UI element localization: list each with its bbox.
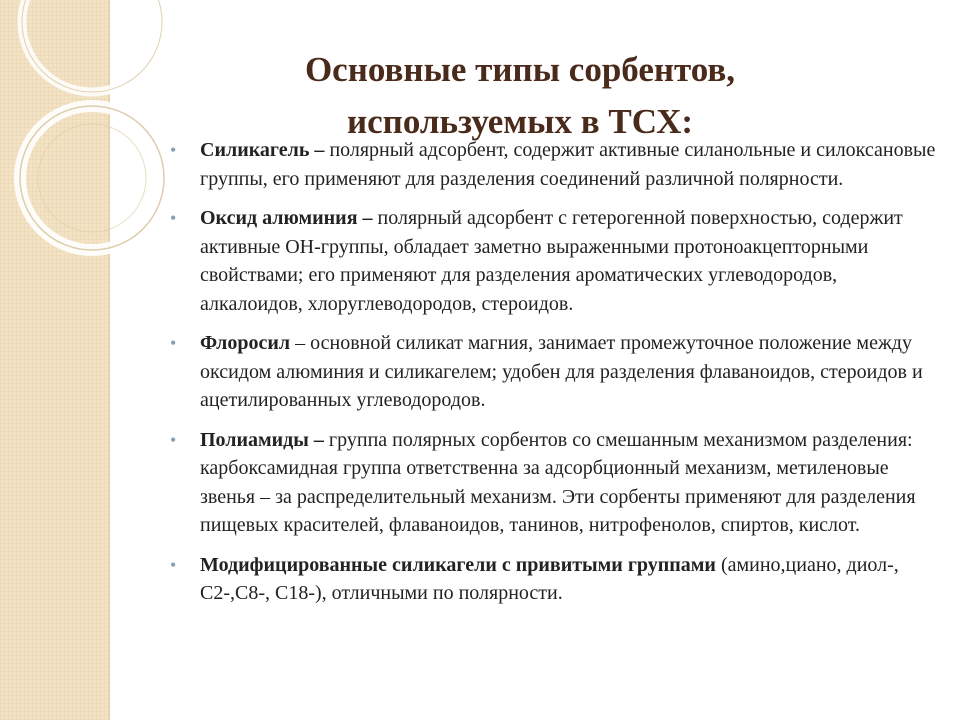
description: – основной силикат магния, занимает промежуточное положение между оксидом алюминия и силикагелем; удобен для разделения флаваноидов, стероидов и ацетилированных углеводородов. [200, 332, 923, 411]
bullet-icon: • [170, 333, 177, 353]
ring-middle-inner [38, 124, 146, 232]
term: Силикагель – [200, 139, 325, 161]
description: полярный адсорбент, содержит активные силанольные и силоксановые группы, его применяют для разделения соединений различной полярности. [200, 139, 936, 190]
ring-top-outline [22, 0, 162, 92]
list-item-silica-gel [168, 136, 938, 193]
term: Флоросил [200, 332, 291, 354]
list-item-alumina [168, 204, 938, 318]
term: Полиамиды – [200, 428, 324, 451]
list-item-text [200, 329, 938, 415]
term: Модифицированные силикагели с привитыми группами [200, 553, 716, 576]
bullet-list [168, 136, 938, 619]
list-item-florisil [168, 329, 938, 415]
bullet-icon: • [170, 554, 177, 575]
list-item-polyamides [168, 426, 938, 540]
slide-title-line2: используемых в ТСХ: [346, 102, 694, 141]
ring-middle-outline [20, 106, 164, 250]
list-item-modified-silica [168, 551, 938, 608]
list-item-text [200, 551, 938, 608]
slide-title [180, 44, 860, 148]
bullet-icon: • [170, 429, 177, 450]
ring-top [22, 0, 162, 92]
description: группа полярных сорбентов со смешанным механизмом разделения: карбоксамидная группа ответственна за адсорбционный механизм, метиленовые звенья – за распределительный механизм. Эти сорбенты применяют для разделения пищевых красителей, флаваноидов, танинов, нитрофенолов, спиртов, кислот. [200, 428, 916, 536]
list-item-text [200, 204, 938, 318]
description: (амино,циано, диол-, С2-,С8-, С18-), отличными по полярности. [200, 553, 899, 604]
bullet-icon: • [170, 140, 177, 160]
slide-title-line1: Основные типы сорбентов, [304, 50, 736, 89]
description: полярный адсорбент с гетерогенной поверхностью, содержит активные ОН-группы, обладает заметно выраженными протоноакцепторными свойствами; его применяют для разделения ароматических углеводородов, алкалоидов, хлоруглеводородов, стероидов. [200, 207, 903, 315]
term: Оксид алюминия – [200, 207, 373, 229]
bullet-icon: • [170, 208, 177, 228]
list-item-text [200, 136, 938, 193]
list-item-text [200, 426, 938, 540]
